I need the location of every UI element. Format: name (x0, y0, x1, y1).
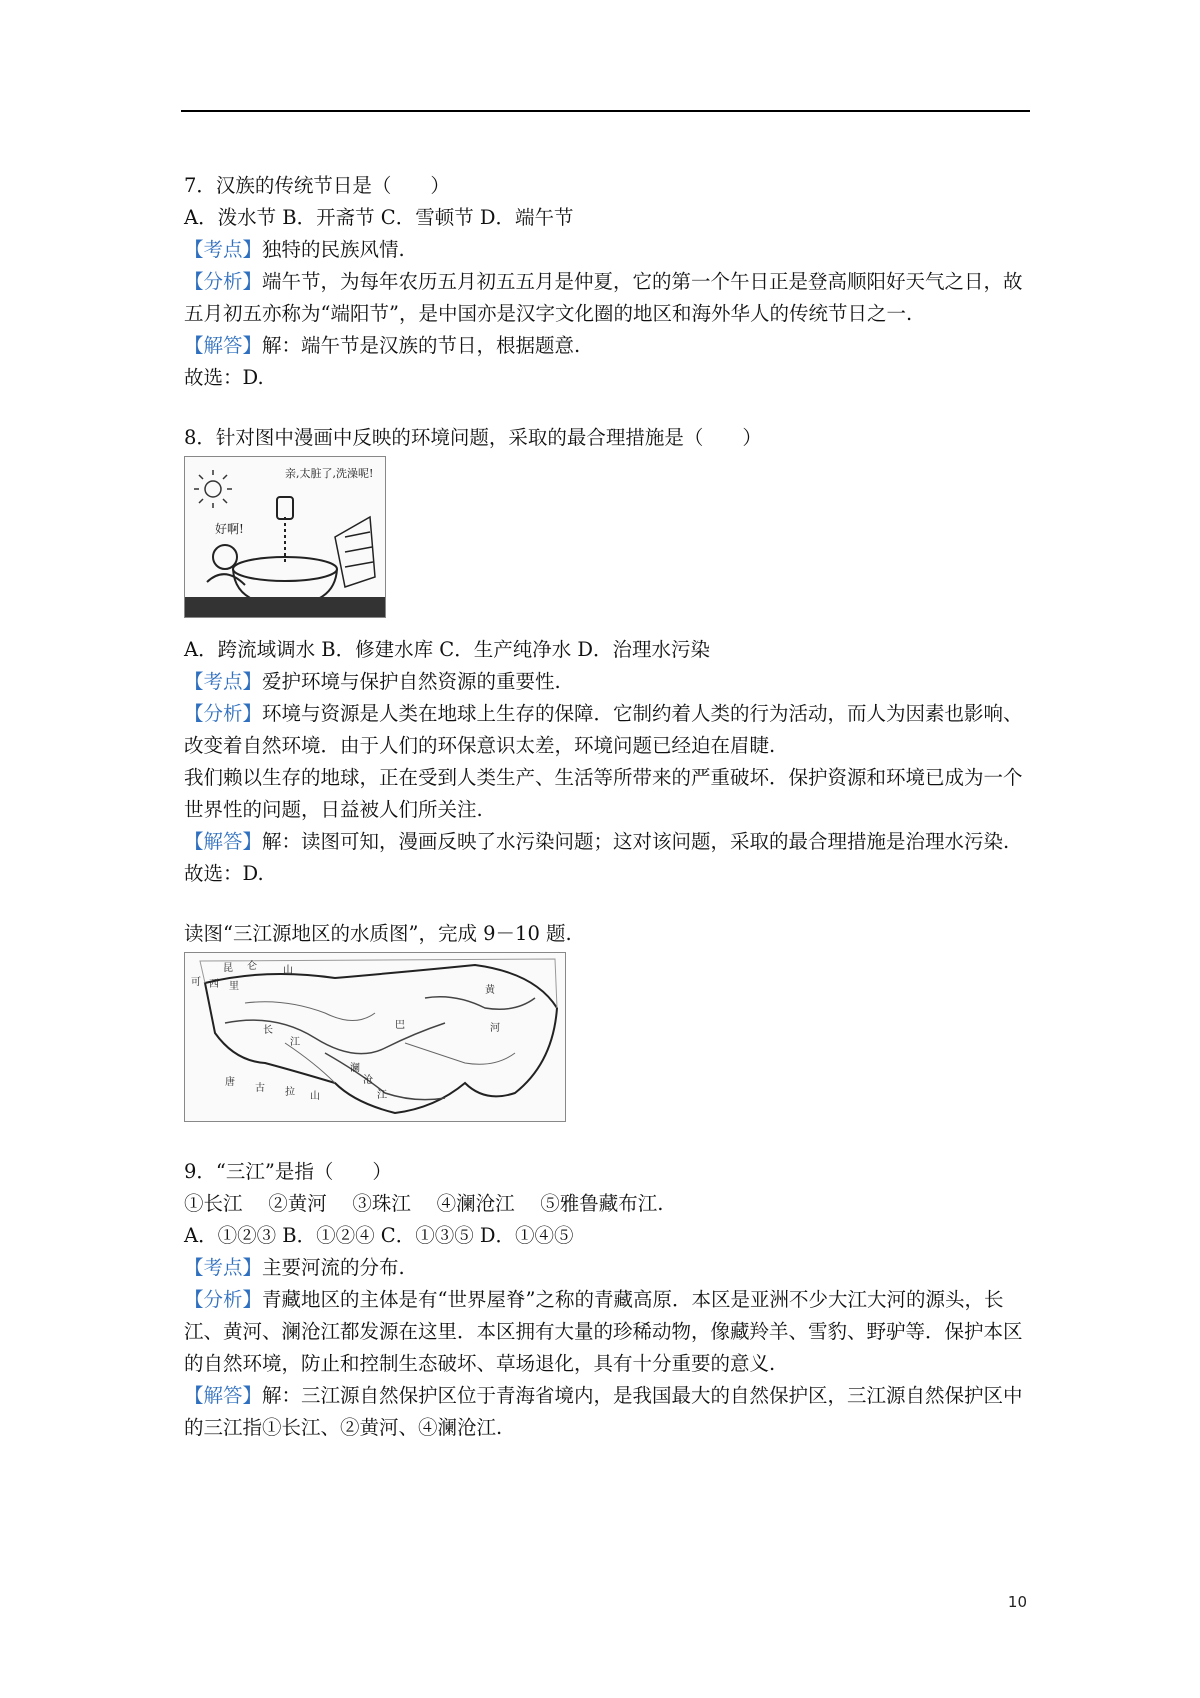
q8-jieda-text: 解：读图可知，漫画反映了水污染问题；这对该问题，采取的最合理措施是治理水污染. (262, 830, 1010, 853)
q8-fenxi (184, 698, 1034, 762)
jieda-tag: 【解答】 (184, 830, 263, 853)
map-label: 江 (290, 1037, 300, 1048)
q7-fenxi-text: 端午节，为每年农历五月初五五月是仲夏，它的第一个午日正是登高顺阳好天气之日，故五月初五亦称为“端阳节”，是中国亦是汉字文化圈的地区和海外华人的传统节日之一. (184, 270, 1023, 325)
jieda-tag: 【解答】 (184, 334, 263, 357)
q7-kaodian (184, 234, 1034, 266)
q7-jieda-text: 解：端午节是汉族的节日，根据题意. (262, 334, 581, 357)
q7-jieda (184, 330, 1034, 362)
header-rule (181, 110, 1030, 112)
fenxi-tag: 【分析】 (184, 270, 263, 293)
ground-band (185, 597, 385, 617)
building-icon (335, 517, 375, 587)
map-label: 山 (310, 1091, 320, 1102)
map-label: 澜 (350, 1063, 360, 1074)
tributary-1 (245, 1002, 375, 1021)
cartoon-speech-left: 好啊! (215, 522, 244, 536)
q9-kaodian (184, 1252, 1034, 1284)
document-body (184, 170, 1034, 1444)
q7-answer: 故选：D. (184, 366, 264, 389)
q9-jieda-text: 解：三江源自然保护区位于青海省境内，是我国最大的自然保护区，三江源自然保护区中的三江指①长江、②黄河、④澜沧江. (184, 1384, 1023, 1439)
q9-jieda (184, 1380, 1034, 1444)
map-label: 唐 (225, 1077, 235, 1088)
fenxi-tag: 【分析】 (184, 702, 263, 725)
q7-stem: 7．汉族的传统节日是（ ） (184, 174, 450, 197)
map-label: 河 (490, 1023, 500, 1034)
page-number: 10 (1007, 1593, 1027, 1611)
map-label: 沧 (363, 1075, 373, 1086)
bathtub-icon (233, 497, 337, 605)
map-label: 山 (283, 965, 293, 976)
fenxi-tag: 【分析】 (184, 1288, 263, 1311)
map-label: 昆 (223, 963, 233, 974)
map-label: 里 (229, 981, 239, 992)
q8-jieda (184, 826, 1034, 858)
sanjiangyuan-map (184, 952, 566, 1122)
river-changjiang (225, 1020, 445, 1053)
map-label: 江 (377, 1090, 387, 1101)
tributary-2 (405, 1043, 515, 1064)
map-label: 可 (191, 977, 201, 988)
q8-options: A．跨流域调水 B．修建水库 C．生产纯净水 D．治理水污染 (184, 638, 711, 661)
kaodian-tag: 【考点】 (184, 670, 263, 693)
map-label: 西 (209, 979, 219, 990)
q9-items: ①长江 ②黄河 ③珠江 ④澜沧江 ⑤雅鲁藏布江. (184, 1192, 664, 1215)
sun-icon (194, 470, 232, 508)
q7-fenxi (184, 266, 1034, 330)
cartoon-speech-right: 亲,太脏了,洗澡呢! (285, 467, 374, 480)
map-label: 黄 (485, 985, 495, 996)
q8-answer: 故选：D. (184, 862, 264, 885)
q9-stem: 9．“三江”是指（ ） (184, 1160, 392, 1183)
q7-options: A．泼水节 B．开斋节 C．雪顿节 D．端午节 (184, 206, 574, 229)
kaodian-tag: 【考点】 (184, 1256, 263, 1279)
cartoon-figure (184, 456, 386, 618)
q9-fenxi-text: 青藏地区的主体是有“世界屋脊”之称的青藏高原．本区是亚洲不少大江大河的源头，长江、黄河、澜沧江都发源在这里．本区拥有大量的珍稀动物，像藏羚羊、雪豹、野驴等．保护本区的自然环境，防止和控制生态破坏、草场退化，具有十分重要的意义. (184, 1288, 1023, 1375)
jieda-tag: 【解答】 (184, 1384, 263, 1407)
tributary-3 (285, 1043, 335, 1083)
map-label: 长 (263, 1025, 273, 1036)
map-label: 拉 (285, 1087, 295, 1098)
q9-kaodian-text: 主要河流的分布. (262, 1256, 405, 1279)
q8-kaodian-text: 爱护环境与保护自然资源的重要性. (262, 670, 561, 693)
q8-fenxi-text-1: 环境与资源是人类在地球上生存的保障．它制约着人类的行为活动，而人为因素也影响、改变着自然环境．由于人们的环保意识太差，环境问题已经迫在眉睫. (184, 702, 1023, 757)
map-label: 古 (255, 1083, 265, 1094)
person-icon (207, 545, 245, 585)
q7-kaodian-text: 独特的民族风情. (262, 238, 405, 261)
q9-options: A．①②③ B．①②④ C．①③⑤ D．①④⑤ (184, 1224, 574, 1247)
intro-text: 读图“三江源地区的水质图”，完成 9－10 题. (184, 922, 572, 945)
q8-kaodian (184, 666, 1034, 698)
map-label: 仑 (247, 961, 257, 972)
kaodian-tag: 【考点】 (184, 238, 263, 261)
q9-fenxi (184, 1284, 1034, 1380)
river-huanghe (425, 997, 535, 1010)
q8-fenxi-text-2: 我们赖以生存的地球，正在受到人类生产、生活等所带来的严重破坏．保护资源和环境已成为一个世界性的问题，日益被人们所关注. (184, 766, 1023, 821)
q8-stem: 8．针对图中漫画中反映的环境问题，采取的最合理措施是（ ） (184, 426, 762, 449)
map-label: 巴 (395, 1020, 405, 1031)
